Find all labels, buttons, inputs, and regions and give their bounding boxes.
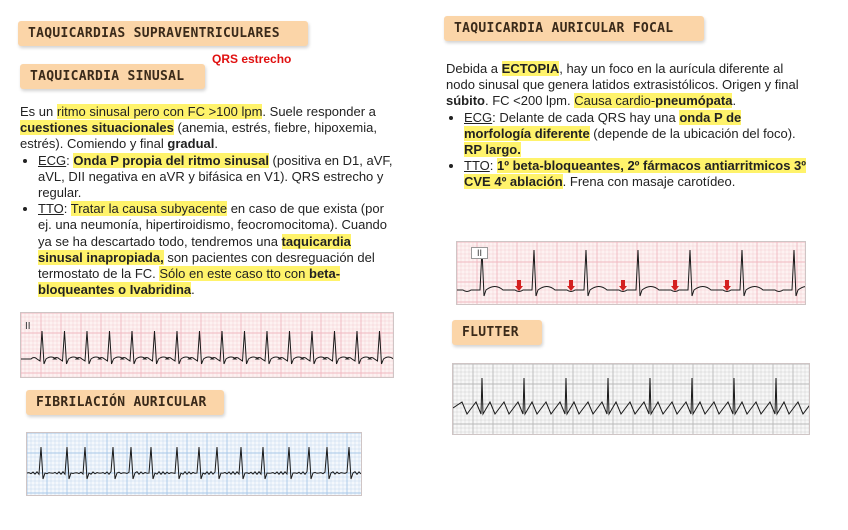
section-title-fibrilacion: FIBRILACIÓN AURICULAR (26, 390, 224, 415)
ecg-strip-focal (456, 241, 806, 305)
focal-intro: Debida a ECTOPIA, hay un foco en la aurícula diferente al nodo sinusal que genera latidos extrasistólicos. Origen y final súbito. FC <200 lpm. Causa cardio-pneumópata. (446, 61, 799, 109)
ecg-trace-fibrilacion (27, 433, 361, 495)
section-title-focal: TAQUICARDIA AURICULAR FOCAL (444, 16, 704, 41)
lead-label-focal: II (471, 247, 488, 259)
ecg-strip-flutter (452, 363, 810, 435)
focal-ecg-item: • ECG: Delante de cada QRS hay una onda P de morfología diferente (depende de la ubicación del foco). RP largo. (464, 110, 808, 159)
lead-label-sinusal: II (25, 321, 31, 332)
sinusal-tto-item: • TTO: Tratar la causa subyacente en caso de que exista (por ej. una neumonía, hipertiroidismo, feocromocitoma). Cuando ya se ha descartado todo, tendremos una taquicardia sinusal inapropiada, son pacientes con desreguación del termostato de la FC. Sólo en este caso tto con beta-bloqueantes o Ivabridina. (38, 201, 398, 298)
ecg-grid-bg (453, 364, 809, 434)
ecg-strip-fibrilacion (26, 432, 362, 496)
ecg-strip-sinusal (20, 312, 394, 378)
ecg-trace-flutter (453, 364, 809, 434)
section-title-flutter: FLUTTER (452, 320, 542, 345)
ecg-trace-focal (457, 242, 805, 304)
sinusal-intro: Es un ritmo sinusal pero con FC >100 lpm. Suele responder a cuestiones situacionales (anemia, estrés, fiebre, hipoxemia, estrés). Comiendo y final gradual. (20, 104, 377, 152)
section-title-sinusal: TAQUICARDIA SINUSAL (20, 64, 205, 89)
sinusal-ecg-item: • ECG: Onda P propia del ritmo sinusal (positiva en D1, aVF, aVL, DII negativa en aVR y bifásica en V1). QRS estrecho y regular. (38, 153, 398, 202)
focal-text (446, 61, 808, 191)
qrs-estrecho-note: QRS estrecho (212, 52, 292, 66)
section-title-supraventricular: TAQUICARDIAS SUPRAVENTRICULARES (18, 21, 308, 46)
ecg-grid-bg (457, 242, 805, 304)
sinusal-text (20, 104, 398, 298)
focal-tto-item: • TTO: 1º beta-bloqueantes, 2º fármacos antiarritmicos 3º CVE 4º ablación. Frena con masaje carotídeo. (464, 158, 808, 190)
ecg-trace-sinusal (21, 313, 393, 377)
